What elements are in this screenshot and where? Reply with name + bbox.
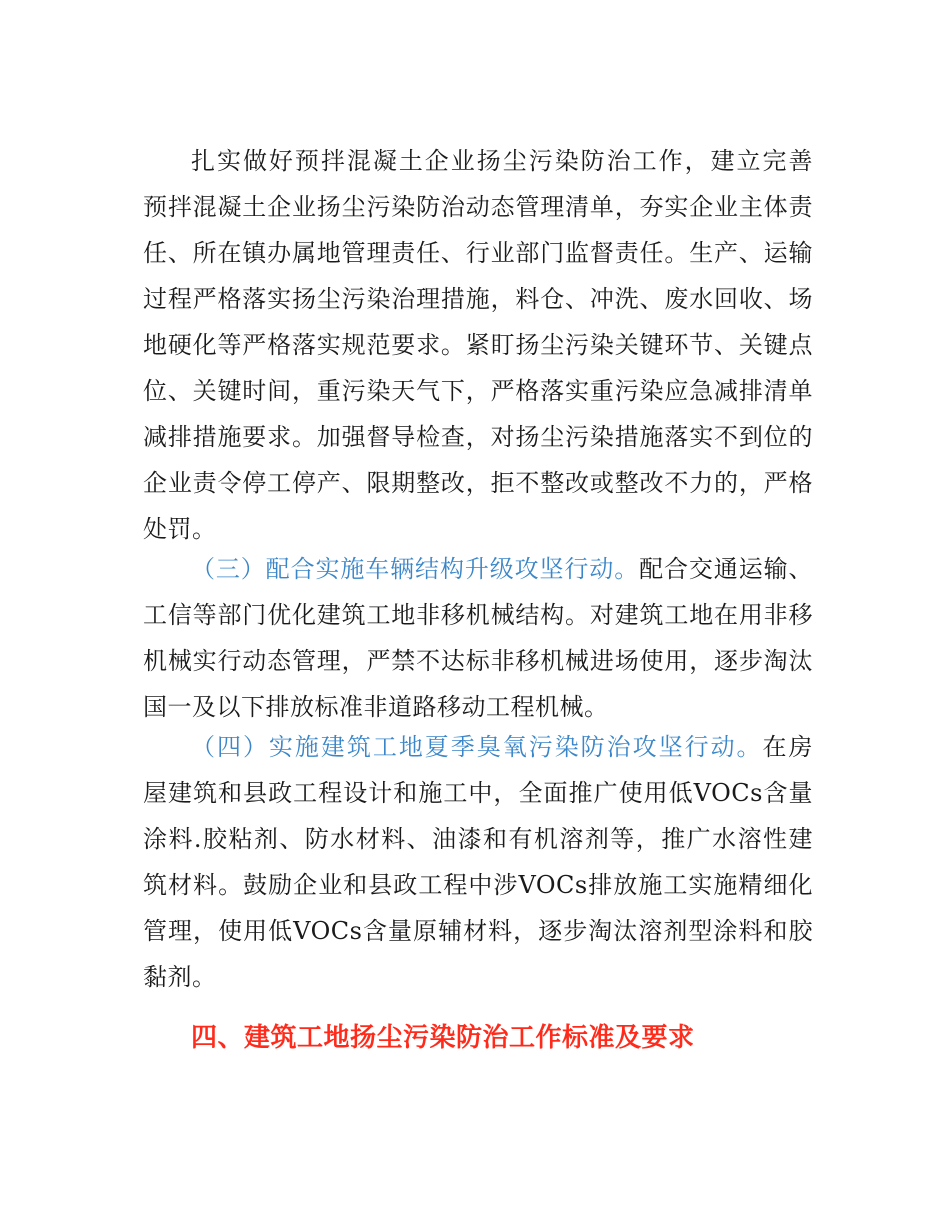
paragraph-line-rest: 配合交通运输、 xyxy=(639,555,813,583)
paragraph-line: 涂料.胶粘剂、防水材料、油漆和有机溶剂等，推广水溶性建 xyxy=(143,825,813,853)
paragraph-line: 处罚。 xyxy=(143,515,217,543)
paragraph-line: 黏剂。 xyxy=(143,963,217,991)
paragraph-summer-ozone-control xyxy=(143,724,813,1000)
paragraph-dust-control-concrete xyxy=(143,138,813,552)
paragraph-line: 扎实做好预拌混凝土企业扬尘污染防治工作，建立完善 xyxy=(191,147,813,175)
paragraph-line: 企业责令停工停产、限期整改，拒不整改或整改不力的，严格 xyxy=(143,469,813,497)
paragraph-line: 屋建筑和县政工程设计和施工中，全面推广使用低VOCs含量 xyxy=(143,779,813,807)
paragraph-line: 过程严格落实扬尘污染治理措施，料仓、冲洗、废水回收、场 xyxy=(143,285,813,313)
paragraph-line: 任、所在镇办属地管理责任、行业部门监督责任。生产、运输 xyxy=(143,239,813,267)
paragraph-line-rest: 在房 xyxy=(762,733,814,761)
paragraph-line: 机械实行动态管理，严禁不达标非移机械进场使用，逐步淘汰 xyxy=(143,647,813,675)
paragraph-line xyxy=(143,546,813,592)
paragraph-line xyxy=(143,724,813,770)
paragraph-line: 减排措施要求。加强督导检查，对扬尘污染措施落实不到位的 xyxy=(143,423,813,451)
paragraph-line: 位、关键时间，重污染天气下，严格落实重污染应急减排清单 xyxy=(143,377,813,405)
paragraph-line: 国一及以下排放标准非道路移动工程机械。 xyxy=(143,693,609,721)
subheading-three: （三）配合实施车辆结构升级攻坚行动。 xyxy=(191,555,640,583)
paragraph-line: 筑材料。鼓励企业和县政工程中涉VOCs排放施工实施精细化 xyxy=(143,871,813,899)
paragraph-line: 预拌混凝土企业扬尘污染防治动态管理清单，夯实企业主体责 xyxy=(143,193,813,221)
section-heading: 四、建筑工地扬尘污染防治工作标准及要求 xyxy=(191,1023,695,1053)
paragraph-line: 工信等部门优化建筑工地非移机械结构。对建筑工地在用非移 xyxy=(143,601,813,629)
paragraph-vehicle-structure-upgrade xyxy=(143,546,813,730)
paragraph-line: 地硬化等严格落实规范要求。紧盯扬尘污染关键环节、关键点 xyxy=(143,331,813,359)
subheading-four: （四）实施建筑工地夏季臭氧污染防治攻坚行动。 xyxy=(191,733,763,761)
paragraph-line: 管理，使用低VOCs含量原辅材料，逐步淘汰溶剂型涂料和胶 xyxy=(143,917,813,945)
